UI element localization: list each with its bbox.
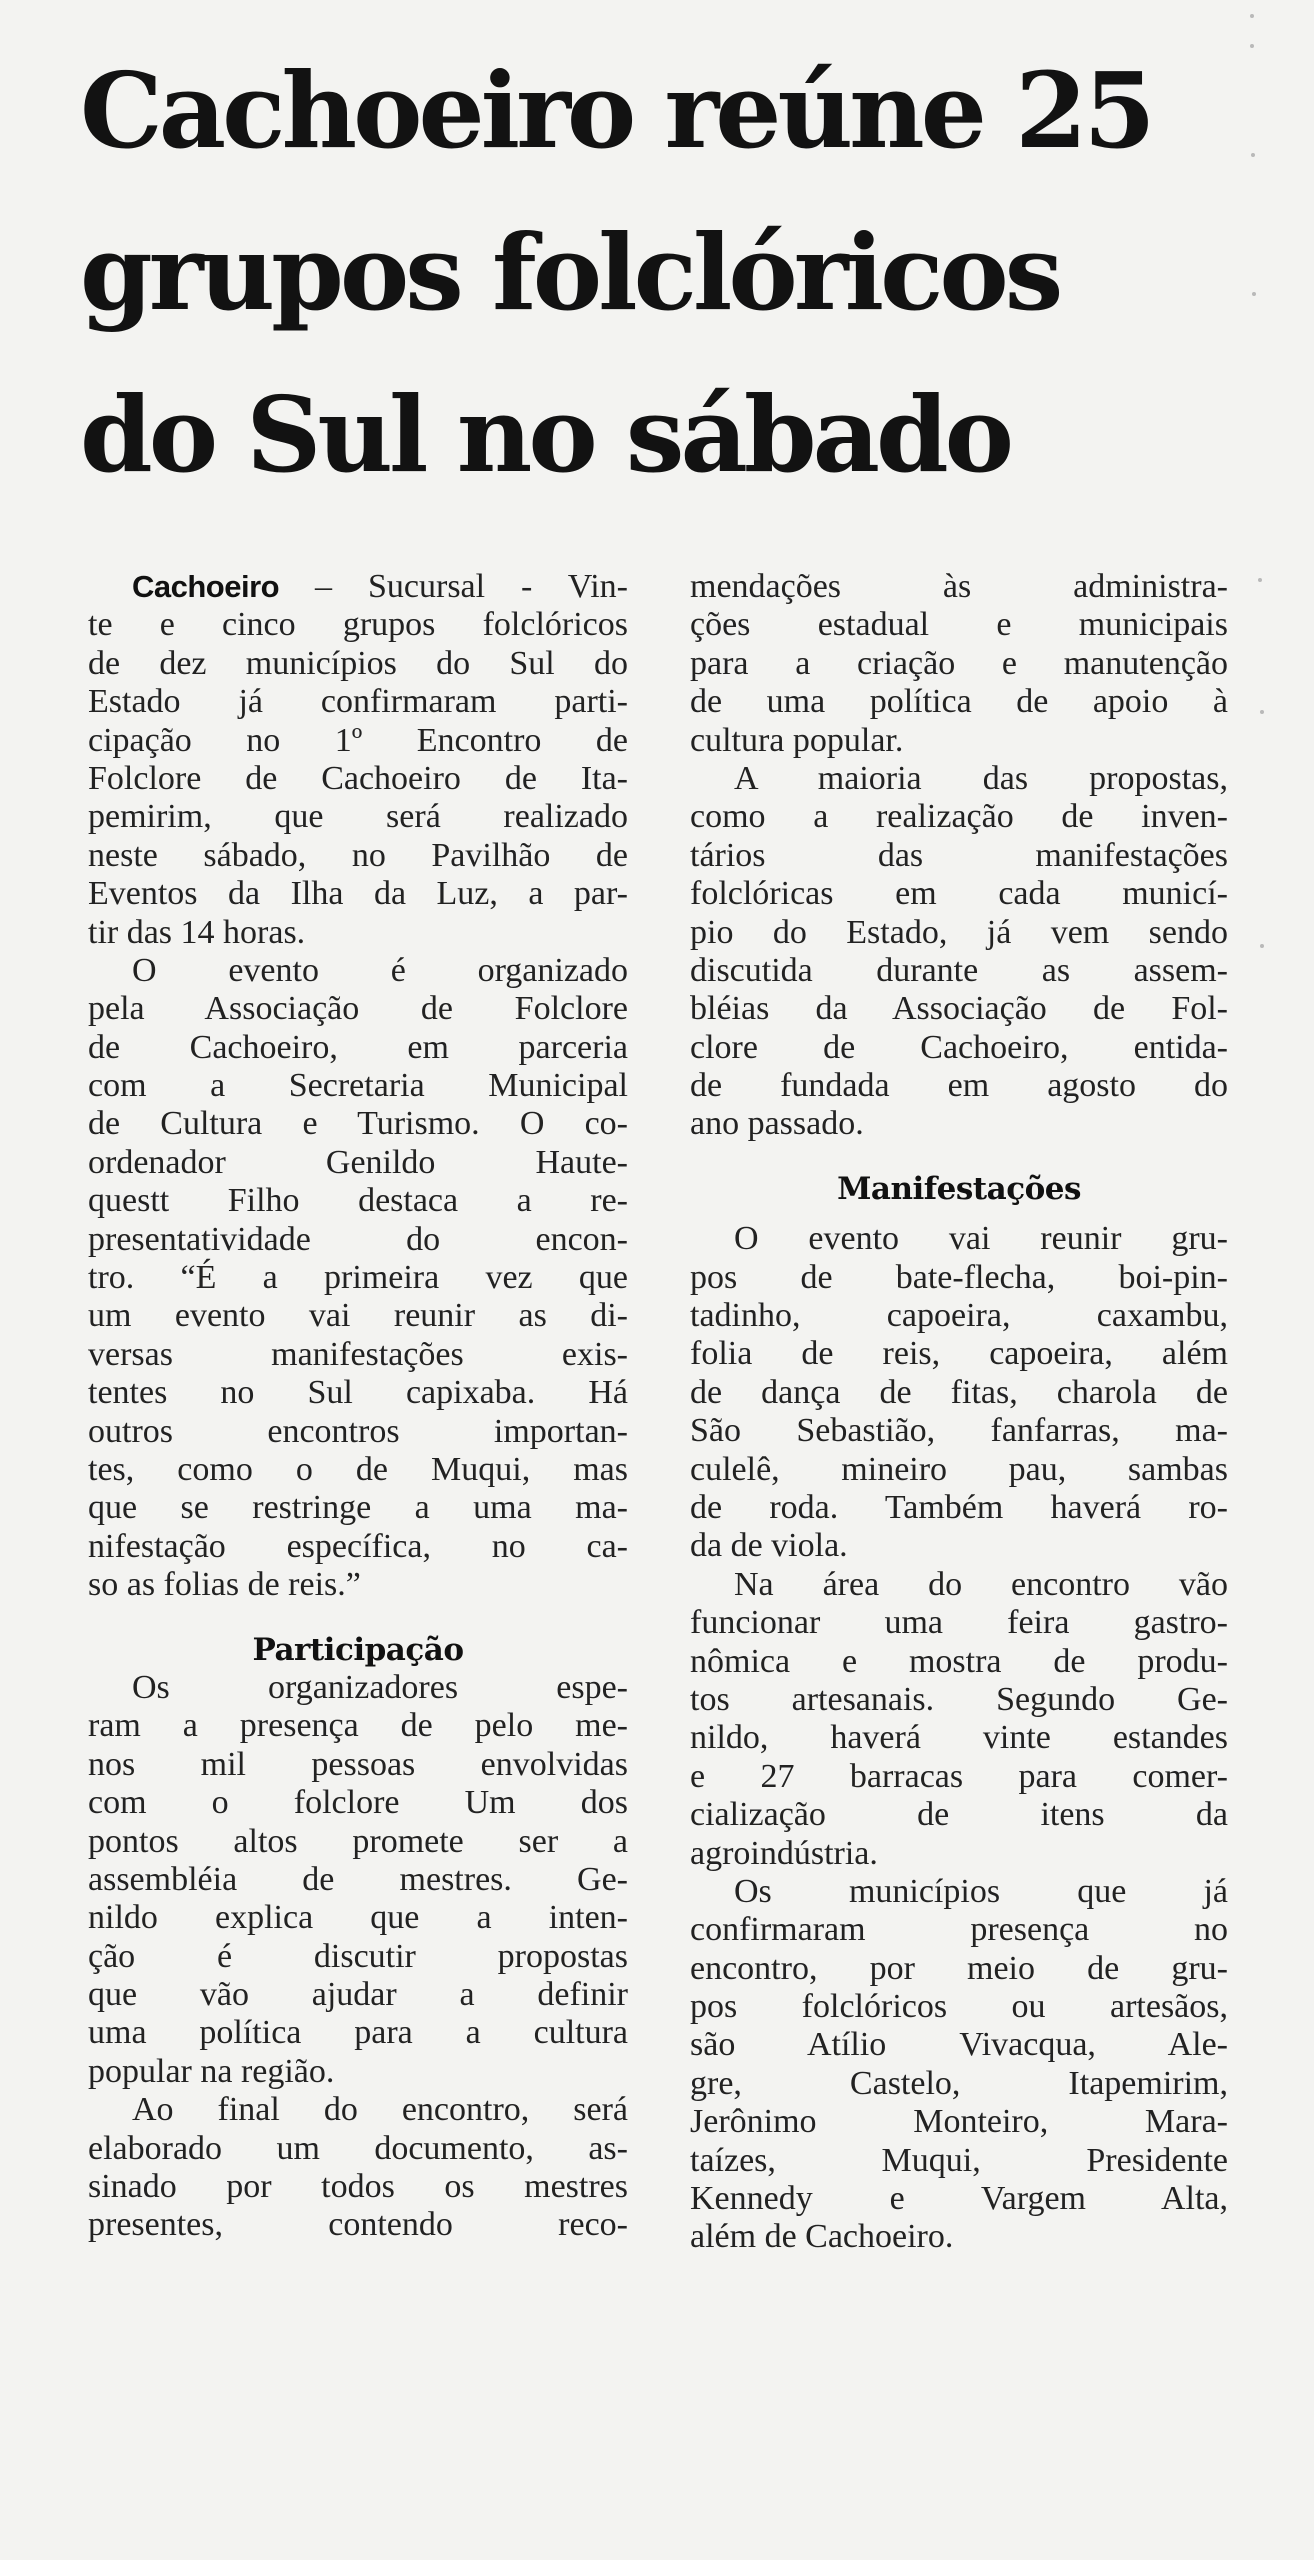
text-line: cultura popular.	[690, 721, 904, 759]
text-line: tir das 14 horas.	[88, 913, 306, 951]
text-line: versas manifestações exis-	[88, 1335, 628, 1373]
text-line: questt Filho destaca a re-	[88, 1182, 628, 1220]
text-line: clore de Cachoeiro, entida-	[690, 1028, 1228, 1066]
headline-line-3: do Sul no sábado	[80, 373, 1011, 496]
text-line: pos de bate-flecha, boi-pin-	[690, 1258, 1228, 1296]
text-line: tentes no Sul capixaba. Há	[88, 1374, 628, 1412]
text-line: de dez municípios do Sul do	[88, 644, 628, 682]
speck	[1258, 578, 1262, 582]
text-line: sinado por todos os mestres	[88, 2168, 628, 2206]
text-line: cialização de itens da	[690, 1796, 1228, 1834]
paragraph-organizacao	[88, 952, 628, 1605]
text-line: de uma política de apoio à	[690, 683, 1228, 721]
speck	[1250, 14, 1254, 18]
text-line: nos mil pessoas envolvidas	[88, 1745, 628, 1783]
text-line: O evento é organizado	[132, 951, 628, 989]
text-line: que vão ajudar a definir	[88, 1976, 628, 2014]
text-line: de fundada em agosto do	[690, 1067, 1228, 1105]
subhead-manifestacoes: Manifestações	[837, 1170, 1081, 1207]
text-line: assembléia de mestres. Ge-	[88, 1860, 628, 1898]
spacer	[88, 1605, 628, 1631]
text-line: uma política para a cultura	[88, 2014, 628, 2052]
text-line: so as folias de reis.”	[88, 1566, 361, 1604]
text-line: culelê, mineiro pau, sambas	[690, 1450, 1228, 1488]
text-line: nifestação específica, no ca-	[88, 1527, 628, 1565]
text-line: folclóricas em cada municí-	[690, 875, 1228, 913]
text-line: A maioria das propostas,	[734, 759, 1228, 797]
text-line: tários das manifestações	[690, 836, 1228, 874]
text-line: popular na região.	[88, 2052, 335, 2090]
headline-line-1: Cachoeiro reúne 25	[80, 49, 1152, 172]
text-line	[88, 568, 628, 606]
text-line: bléias da Associação de Fol-	[690, 990, 1228, 1028]
speck	[1251, 153, 1255, 157]
text-line: de Cultura e Turismo. O co-	[88, 1105, 628, 1143]
text-line: pela Associação de Folclore	[88, 990, 628, 1028]
paragraph-participacao	[88, 1669, 628, 2091]
dateline: Cachoeiro	[132, 569, 280, 604]
text-line: funcionar uma feira gastro-	[690, 1604, 1228, 1642]
text-line: pio do Estado, já vem sendo	[690, 913, 1228, 951]
text-line: nômica e mostra de produ-	[690, 1642, 1228, 1680]
text-line: ano passado.	[690, 1105, 864, 1143]
speck	[1250, 44, 1254, 48]
text-line: agroindústria.	[690, 1834, 878, 1872]
text-line: e 27 barracas para comer-	[690, 1757, 1228, 1795]
text-line: com a Secretaria Municipal	[88, 1067, 628, 1105]
text-line: São Sebastião, fanfarras, ma-	[690, 1412, 1228, 1450]
text-fragment: – Sucursal - Vin-	[279, 568, 628, 605]
paragraph-propostas	[690, 760, 1228, 1144]
paragraph-lead	[88, 568, 628, 952]
left-column	[88, 568, 628, 2245]
text-line: discutida durante as assem-	[690, 951, 1228, 989]
text-line: com o folclore Um dos	[88, 1784, 628, 1822]
text-line: pemirim, que será realizado	[88, 798, 628, 836]
text-line: taízes, Muqui, Presidente	[690, 2141, 1228, 2179]
text-line: tro. “É a primeira vez que	[88, 1259, 628, 1297]
text-line: Os municípios que já	[734, 1872, 1228, 1910]
text-line: de roda. Também haverá ro-	[690, 1488, 1228, 1526]
text-line: um evento vai reunir as di-	[88, 1297, 628, 1335]
headline-line-2: grupos folclóricos	[80, 211, 1060, 334]
paragraph-feira	[690, 1566, 1228, 1873]
text-line: são Atílio Vivacqua, Ale-	[690, 2026, 1228, 2064]
text-line: ordenador Genildo Haute-	[88, 1143, 628, 1181]
text-line: presentatividade do encon-	[88, 1220, 628, 1258]
text-line: nildo explica que a inten-	[88, 1899, 628, 1937]
text-line: te e cinco grupos folclóricos	[88, 606, 628, 644]
paragraph-manifestacoes	[690, 1220, 1228, 1566]
paper-specks	[1232, 0, 1262, 2560]
text-line: para a criação e manutenção	[690, 644, 1228, 682]
spacer	[690, 1144, 1228, 1170]
speck	[1252, 292, 1256, 296]
text-line: Eventos da Ilha da Luz, a par-	[88, 875, 628, 913]
text-line: nildo, haverá vinte estandes	[690, 1719, 1228, 1757]
spacer	[690, 1208, 1228, 1220]
speck	[1260, 944, 1264, 948]
text-line: ção é discutir propostas	[88, 1937, 628, 1975]
text-line: elaborado um documento, as-	[88, 2129, 628, 2167]
text-line: Folclore de Cachoeiro de Ita-	[88, 759, 628, 797]
text-line: Kennedy e Vargem Alta,	[690, 2180, 1228, 2218]
text-line: além de Cachoeiro.	[690, 2218, 954, 2256]
text-line: gre, Castelo, Itapemirim,	[690, 2064, 1228, 2102]
text-line: tes, como o de Muqui, mas	[88, 1450, 628, 1488]
speck	[1260, 710, 1264, 714]
text-line: como a realização de inven-	[690, 798, 1228, 836]
text-line: tadinho, capoeira, caxambu,	[690, 1297, 1228, 1335]
text-line: neste sábado, no Pavilhão de	[88, 836, 628, 874]
text-line: folia de reis, capoeira, além	[690, 1335, 1228, 1373]
text-line: de dança de fitas, charola de	[690, 1373, 1228, 1411]
text-line: pos folclóricos ou artesãos,	[690, 1988, 1228, 2026]
text-line: pontos altos promete ser a	[88, 1822, 628, 1860]
text-line: de Cachoeiro, em parceria	[88, 1028, 628, 1066]
text-line: Os organizadores espe-	[132, 1668, 628, 1706]
text-line: Ao final do encontro, será	[132, 2091, 628, 2129]
text-line: O evento vai reunir gru-	[734, 1220, 1228, 1258]
headline	[80, 30, 1260, 516]
text-line: Estado já confirmaram parti-	[88, 683, 628, 721]
text-line: tos artesanais. Segundo Ge-	[690, 1680, 1228, 1718]
text-line: que se restringe a uma ma-	[88, 1489, 628, 1527]
paragraph-documento-cont	[690, 568, 1228, 760]
subhead-participacao: Participação	[252, 1631, 464, 1668]
text-line: Jerônimo Monteiro, Mara-	[690, 2103, 1228, 2141]
text-line: cipação no 1º Encontro de	[88, 721, 628, 759]
right-column	[690, 568, 1228, 2257]
text-line: ram a presença de pelo me-	[88, 1707, 628, 1745]
paragraph-municipios	[690, 1873, 1228, 2257]
text-line: Na área do encontro vão	[734, 1565, 1228, 1603]
text-line: outros encontros importan-	[88, 1412, 628, 1450]
text-line: da de viola.	[690, 1527, 848, 1565]
text-line: confirmaram presença no	[690, 1911, 1228, 1949]
text-line: ções estadual e municipais	[690, 606, 1228, 644]
text-line: encontro, por meio de gru-	[690, 1949, 1228, 1987]
paragraph-documento	[88, 2091, 628, 2245]
text-line: mendações às administra-	[690, 568, 1228, 605]
text-line: presentes, contendo reco-	[88, 2206, 628, 2244]
